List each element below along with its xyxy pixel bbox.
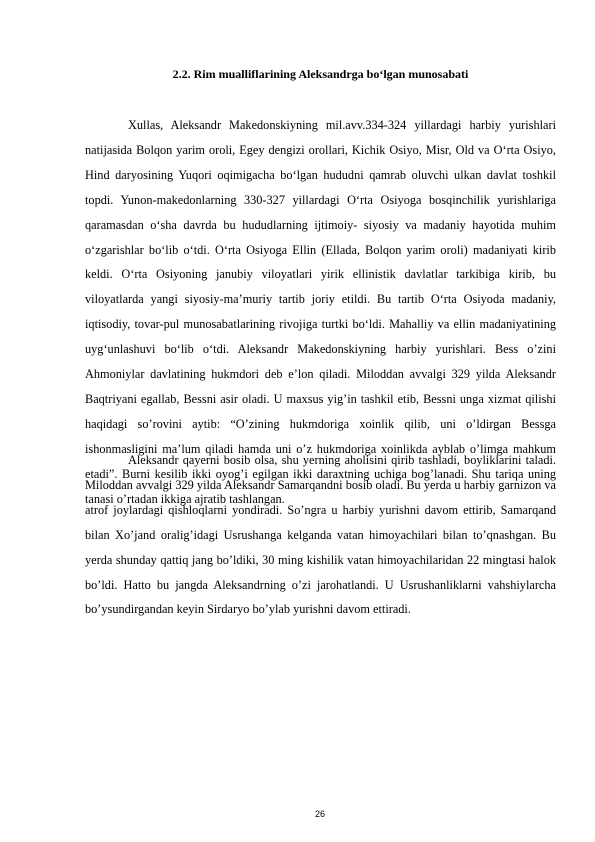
page-number: 26	[314, 809, 325, 819]
section-heading: 2.2. Rim mualliflarining Aleksandrga bo‘lgan munosabati	[172, 67, 469, 81]
paragraph-2-text: Aleksandr qayerni bosib olsa, shu yerning aholisini qirib tashladi, boyliklarini taladi. Miloddan avvalgi 329 yilda Aleksandr Samarqandni bosib oladi. Bu yerda u harbiy garnizon va atrof joylardagi qishloqlarni yondiradi. So’ngra u harbiy yurishni davom ettirib, Samarqand bilan Xo’jand oralig’idagi Usrushanga kelganda vatan himoyachilari bilan to’qnashgan. Bu yerda shunday qattiq jang bo’ldiki, 30 ming kishilik vatan himoyachilaridan 22 mingtasi halok bo’ldi. Hatto bu jangda Aleksandrning o’zi jarohatlandi. U Usrushanliklarni vahshiylarcha bo’ysundirgandan keyin Sirdaryo bo’ylab yurishni davom ettiradi.	[85, 453, 556, 617]
paragraph-1-text: Xullas, Aleksandr Makedonskiyning mil.avv.334-324 yillardagi harbiy yurishlari natijasida Bolqon yarim oroli, Egey dengizi orollari, Kichik Osiyo, Misr, Old va O‘rta Osiyo, Hind daryosining Yuqori oqimigacha bo‘lgan hududni qamrab oluvchi ulkan davlat toshkil topdi. Yunon-makedonlarning 330-327 yillardagi O‘rta Osiyoga bosqinchilik yurishlariga qaramasdan o‘sha davrda bu hududlarning ijtimoiy- siyosiy va madaniy hayotida muhim o‘zgarishlar bo‘lib o‘tdi. O‘rta Osiyoga Ellin (Ellada, Bolqon yarim oroli) madaniyati kirib keldi. O‘rta Osiyoning janubiy viloyatlari yirik ellinistik davlatlar tarkibiga kirib, bu viloyatlarda yangi siyosiy-ma’muriy tartib joriy etildi. Bu tartib O‘rta Osiyoda madaniy, iqtisodiy, tovar-pul munosabatlarining rivojiga turtki bo‘ldi. Mahalliy va ellin madaniyatining uyg‘unlashuvi bo‘lib o‘tdi. Aleksandr Makedonskiyning harbiy yurishlari. Bess o’zini Ahmoniylar davlatining hukmdori deb e’lon qiladi. Miloddan avvalgi 329 yilda Aleksandr Baqtriyani egallab, Bessni asir oladi. U maxsus yig’in tashkil etib, Bessni unga xizmat qilishi haqidagi so’rovini aytib: “O’zining hukmdoriga xoinlik qilib, uni o’ldirgan Bessga ishonmasligini ma’lum qiladi hamda uni o’z hukmdoriga xoinlikda ayblab o’limga mahkum etadi”. Burni kesilib ikki oyog’i egilgan ikki daraxtning uchiga bog’lanadi. Shu tariqa uning tanasi o’rtadan ikkiga ajratib tashlangan.	[85, 118, 556, 506]
paragraph-2	[85, 448, 556, 622]
